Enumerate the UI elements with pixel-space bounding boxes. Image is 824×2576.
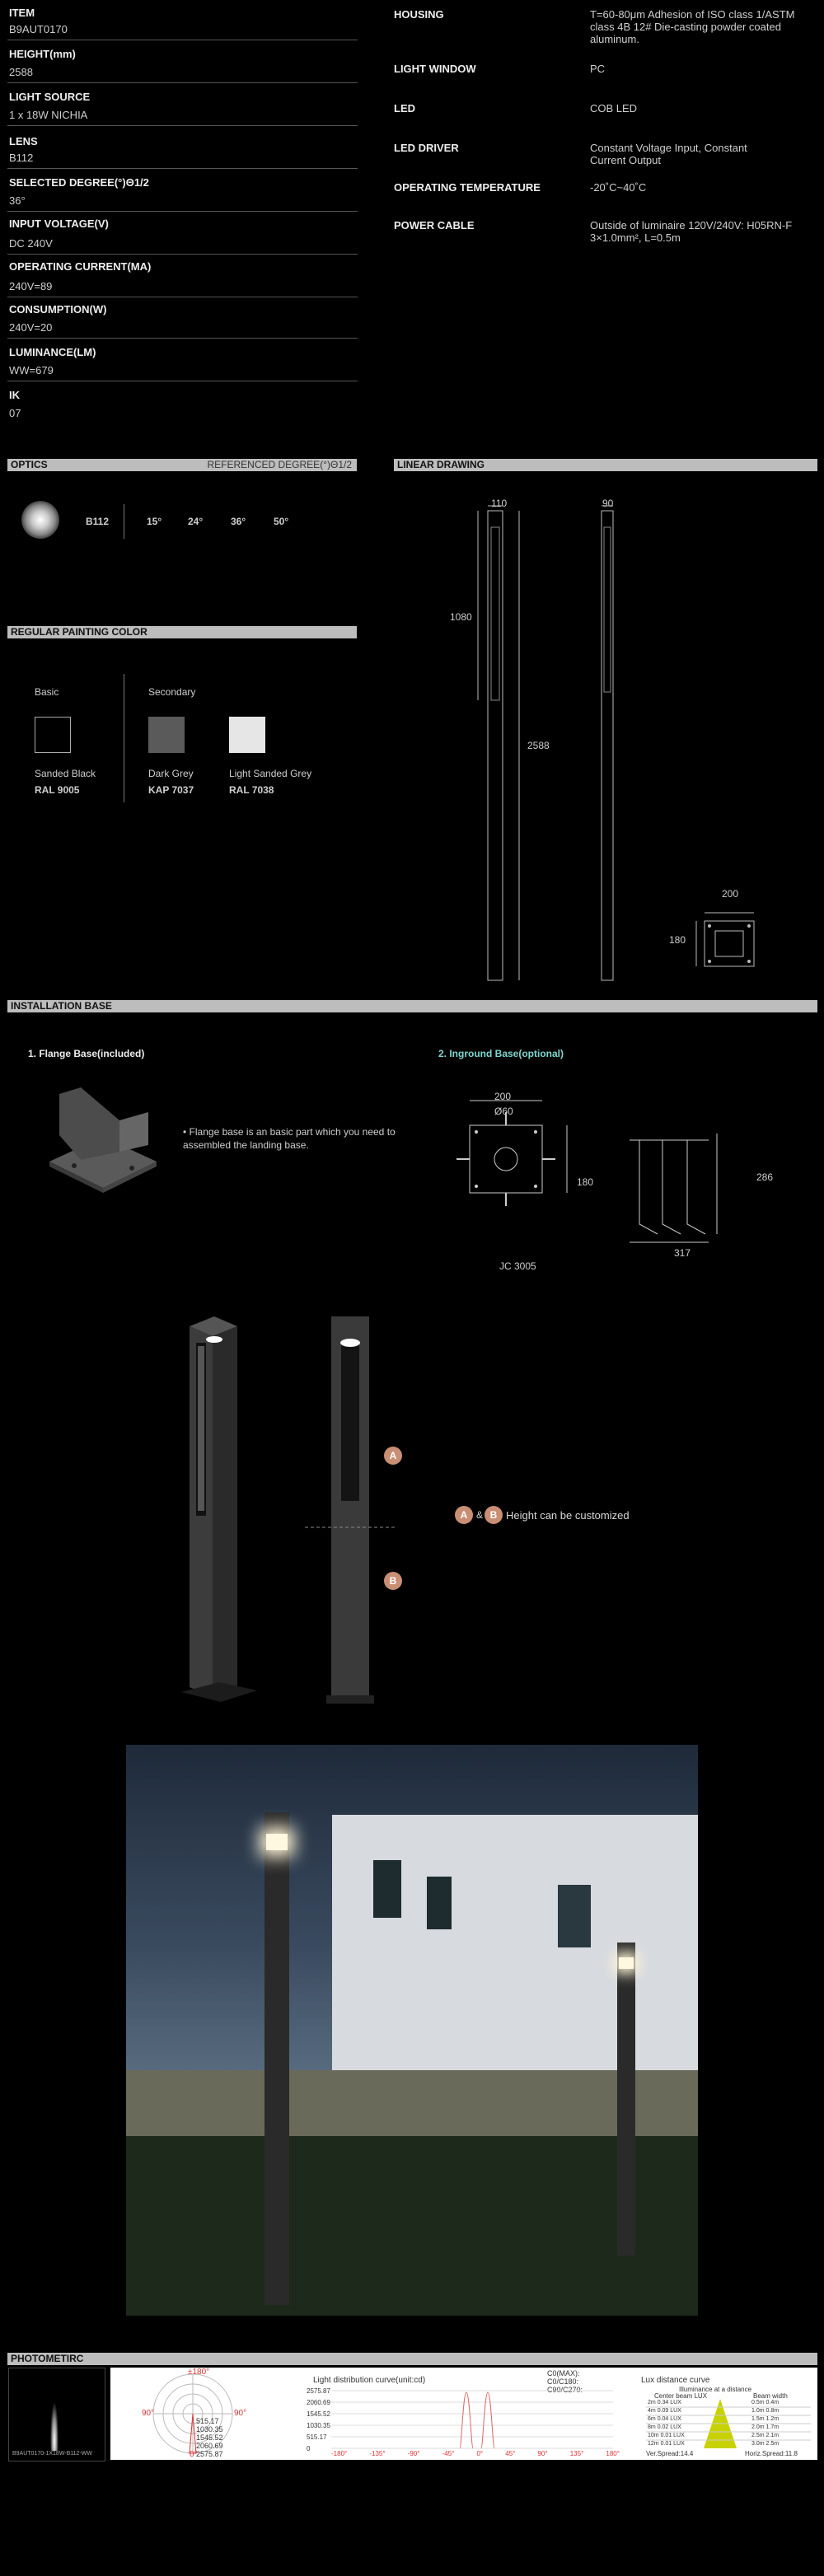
light-glow xyxy=(619,1957,634,1969)
polar-label: 90° xyxy=(142,2409,155,2418)
lux-distance: 6m xyxy=(648,2416,656,2422)
spec-value: COB LED xyxy=(590,102,638,115)
beam-row xyxy=(751,2407,779,2415)
polar-value: 1030.35 xyxy=(196,2425,223,2433)
bullet-icon: • xyxy=(183,1126,190,1138)
lux-value: 0.04 LUX xyxy=(657,2416,681,2422)
x-tick: 90° xyxy=(537,2450,548,2457)
beam-w: 0.4m xyxy=(765,2400,780,2405)
swatch-name: Light Sanded Grey xyxy=(229,768,312,779)
spec-label: IK xyxy=(9,389,20,401)
spec-value: 1 x 18W NICHIA xyxy=(9,109,88,121)
spec-label: ITEM xyxy=(9,7,35,19)
dim-label: 180 xyxy=(577,1176,594,1188)
section-subtitle: REFERENCED DEGREE(°)Θ1/2 xyxy=(207,459,352,470)
distribution-chart xyxy=(307,2387,620,2460)
section-title: REGULAR PAINTING COLOR xyxy=(11,626,147,638)
window xyxy=(373,1860,401,1918)
dim-label: 90 xyxy=(602,498,614,509)
product-render xyxy=(181,1310,428,1713)
y-tick: 515.17 xyxy=(307,2433,327,2441)
x-tick: -180° xyxy=(331,2450,348,2457)
degree-option: 15° xyxy=(147,516,162,527)
y-tick: 0 xyxy=(307,2445,311,2452)
spec-label: SELECTED DEGREE(°)Θ1/2 xyxy=(9,176,149,189)
x-tick: -135° xyxy=(369,2450,386,2457)
lux-row xyxy=(648,2415,685,2424)
marker-b: B xyxy=(384,1572,402,1590)
spec-value: 07 xyxy=(9,407,21,419)
lux-row xyxy=(648,2399,685,2407)
beam-h: 1.5m xyxy=(751,2416,765,2422)
degree-option: 36° xyxy=(231,516,246,527)
dim-label: Ø60 xyxy=(494,1106,513,1117)
lux-distance: 4m xyxy=(648,2408,656,2414)
lux-distance: 10m xyxy=(648,2433,659,2438)
spec-value: B9AUT0170 xyxy=(9,23,68,35)
spec-label: LED DRIVER xyxy=(394,142,459,154)
spec-value: PC xyxy=(590,63,606,75)
spec-value: 240V=20 xyxy=(9,321,53,334)
inground-title: 2. Inground Base(optional) xyxy=(438,1048,564,1059)
spec-label: LED xyxy=(394,102,415,115)
lux-value: 0.01 LUX xyxy=(660,2441,685,2447)
beam-row xyxy=(751,2399,779,2407)
group-label: Basic xyxy=(35,686,59,698)
pole-back xyxy=(617,1943,635,2256)
ampersand: & xyxy=(476,1509,484,1521)
lux-distance: 12m xyxy=(648,2441,659,2447)
polar-diagram xyxy=(110,2368,275,2460)
flange-note xyxy=(183,1125,397,1152)
beam-h: 0.5m xyxy=(751,2400,765,2405)
section-header-painting xyxy=(7,626,357,638)
swatch-sanded-black xyxy=(35,717,71,753)
spec-label: OPERATING CURRENT(MA) xyxy=(9,260,152,273)
spec-value: 36° xyxy=(9,194,26,207)
dim-label: 1080 xyxy=(450,611,472,623)
beam-h: 2.5m xyxy=(751,2433,765,2438)
window xyxy=(558,1885,591,1947)
spec-value: 240V=89 xyxy=(9,280,53,292)
lux-value: 0.02 LUX xyxy=(657,2424,681,2430)
model-label: JC 3005 xyxy=(499,1260,536,1272)
custom-height-note: Height can be customized xyxy=(506,1509,630,1522)
beam-w: 2.5m xyxy=(765,2441,780,2447)
spec-value: WW=679 xyxy=(9,364,54,376)
lens-icon xyxy=(21,501,59,539)
spec-value: Constant Voltage Input, Constant Current Output xyxy=(590,142,747,166)
group-label: Secondary xyxy=(148,686,196,698)
marker-a: A xyxy=(455,1506,473,1524)
x-tick: 180° xyxy=(606,2450,620,2457)
flange-note-text: Flange base is an basic part which you need to assembled the landing base. xyxy=(183,1126,396,1151)
divider xyxy=(7,82,358,83)
swatch-dark-grey xyxy=(148,717,185,753)
section-title: INSTALLATION BASE xyxy=(11,1000,112,1012)
beam-w: 2.1m xyxy=(765,2433,780,2438)
light-glow xyxy=(266,1834,288,1850)
lux-row xyxy=(648,2432,685,2440)
section-header-optics xyxy=(7,459,357,471)
spec-value: B112 xyxy=(9,152,34,164)
beam-row xyxy=(751,2415,779,2424)
spec-value: 2588 xyxy=(9,66,33,78)
dim-label: 110 xyxy=(491,498,508,509)
y-ticks xyxy=(307,2386,330,2455)
lux-distance: 2m xyxy=(648,2400,656,2405)
y-tick: 1030.35 xyxy=(307,2422,330,2429)
y-tick: 2060.69 xyxy=(307,2399,330,2406)
spec-label: LENS xyxy=(9,135,38,147)
polar-value: 515.17 xyxy=(196,2417,219,2425)
inground-base-plan xyxy=(445,1096,610,1219)
lux-distance: 8m xyxy=(648,2424,656,2430)
photometric-panel xyxy=(110,2368,817,2460)
beam-widths xyxy=(751,2399,779,2448)
spec-value: -20˚C~40˚C xyxy=(590,181,647,194)
lux-subtitle: Illuminance at a distance xyxy=(679,2386,752,2393)
pole-front xyxy=(265,1812,289,2305)
chart-title: Light distribution curve(unit:cd) xyxy=(313,2376,426,2385)
divider xyxy=(7,211,358,212)
polar-values xyxy=(196,2417,223,2458)
dim-label: 2588 xyxy=(527,740,550,751)
polar-value: 2575.87 xyxy=(196,2450,223,2458)
lux-value: 0.09 LUX xyxy=(657,2408,681,2414)
legend-entry: C0(MAX): xyxy=(547,2369,580,2377)
section-title: PHOTOMETIRC xyxy=(11,2353,84,2364)
legend-entry: C0/C180: xyxy=(547,2377,579,2386)
swatch-light-sanded-grey xyxy=(229,717,265,753)
section-header-linear xyxy=(394,459,817,471)
divider xyxy=(7,125,358,126)
lux-row xyxy=(648,2407,685,2415)
spec-label: OPERATING TEMPERATURE xyxy=(394,181,541,194)
polar-value: 1545.52 xyxy=(196,2433,223,2442)
lux-value: 0.34 LUX xyxy=(657,2400,681,2405)
swatch-code: RAL 7038 xyxy=(229,784,274,796)
beam-w: 0.8m xyxy=(765,2408,780,2414)
lux-col: Center beam LUX xyxy=(654,2392,708,2400)
swatch-name: Dark Grey xyxy=(148,768,194,779)
spec-label: POWER CABLE xyxy=(394,219,475,231)
dim-label: 286 xyxy=(756,1171,774,1183)
beam-thumbnail xyxy=(8,2368,105,2461)
dim-label: 200 xyxy=(494,1091,512,1102)
spec-value: T=60-80μm Adhesion of ISO class 1/ASTM class 4B 12# Die-casting powder coated aluminum. xyxy=(590,8,795,45)
beam-row xyxy=(751,2440,779,2448)
flange-base-image xyxy=(41,1087,165,1194)
x-tick: 0° xyxy=(476,2450,484,2457)
window xyxy=(427,1877,452,1929)
flange-title: 1. Flange Base(included) xyxy=(28,1048,145,1059)
polar-value: 2060.69 xyxy=(196,2442,223,2450)
beam-row xyxy=(751,2432,779,2440)
degree-option: 50° xyxy=(274,516,289,527)
x-tick: 45° xyxy=(505,2450,516,2457)
linear-drawing xyxy=(437,494,816,989)
x-ticks xyxy=(331,2450,620,2457)
polar-label: ±180° xyxy=(188,2368,210,2377)
spec-label: HOUSING xyxy=(394,8,444,21)
spec-label: HEIGHT(mm) xyxy=(9,48,76,60)
hor-spread: Horiz.Spread:11.8 xyxy=(745,2450,798,2457)
polar-label: 0° xyxy=(190,2450,198,2459)
spec-value: DC 240V xyxy=(9,237,53,250)
divider xyxy=(7,168,358,169)
lux-value: 0.01 LUX xyxy=(660,2433,685,2438)
beam-row xyxy=(751,2424,779,2432)
section-title: LINEAR DRAWING xyxy=(397,459,485,470)
spec-label: LIGHT WINDOW xyxy=(394,63,476,75)
spec-label: CONSUMPTION(W) xyxy=(9,303,107,316)
degree-option: 24° xyxy=(188,516,204,527)
dim-label: 200 xyxy=(722,888,739,900)
x-tick: -90° xyxy=(407,2450,420,2457)
spec-value: Outside of luminaire 120V/240V: H05RN-F 3×1.0mm², L=0.5m xyxy=(590,219,793,244)
beam-w: 1.7m xyxy=(765,2424,780,2430)
section-title: OPTICS xyxy=(11,459,48,470)
marker-b: B xyxy=(485,1506,503,1524)
x-tick: -45° xyxy=(442,2450,455,2457)
divider xyxy=(7,254,358,255)
lens-name: B112 xyxy=(86,516,110,527)
beam-h: 2.0m xyxy=(751,2424,765,2430)
beam-w: 1.2m xyxy=(765,2416,780,2422)
y-tick: 1545.52 xyxy=(307,2410,330,2418)
thumb-caption: B9AUT0170-1X18W-B112-WW xyxy=(12,2451,92,2457)
swatch-code: RAL 9005 xyxy=(35,784,80,796)
scene-photo xyxy=(126,1745,698,2316)
lux-rows xyxy=(648,2399,685,2448)
polar-label: 90° xyxy=(234,2409,247,2418)
inground-base-side xyxy=(626,1129,742,1252)
divider xyxy=(7,338,358,339)
dim-label: 317 xyxy=(674,1247,691,1259)
spec-label: INPUT VOLTAGE(V) xyxy=(9,217,109,230)
lux-title: Lux distance curve xyxy=(641,2376,710,2385)
lawn xyxy=(126,2136,698,2316)
section-header-photometric xyxy=(7,2353,817,2365)
legend-entry: C90/C270: xyxy=(547,2386,583,2394)
dim-label: 180 xyxy=(669,934,686,946)
beam-image xyxy=(50,2401,59,2451)
marker-a: A xyxy=(384,1447,402,1465)
beam-h: 3.0m xyxy=(751,2441,765,2447)
path xyxy=(126,2070,698,2136)
y-tick: 2575.87 xyxy=(307,2387,330,2395)
lux-col: Beam width xyxy=(753,2392,788,2400)
spec-label: LUMINANCE(LM) xyxy=(9,346,96,358)
lux-row xyxy=(648,2440,685,2448)
x-tick: 135° xyxy=(569,2450,584,2457)
swatch-name: Sanded Black xyxy=(35,768,96,779)
swatch-code: KAP 7037 xyxy=(148,784,194,796)
spec-label: LIGHT SOURCE xyxy=(9,91,91,103)
lux-row xyxy=(648,2424,685,2432)
section-header-installation xyxy=(7,1000,817,1012)
ver-spread: Ver.Spread:14.4 xyxy=(646,2450,694,2457)
beam-h: 1.0m xyxy=(751,2408,765,2414)
